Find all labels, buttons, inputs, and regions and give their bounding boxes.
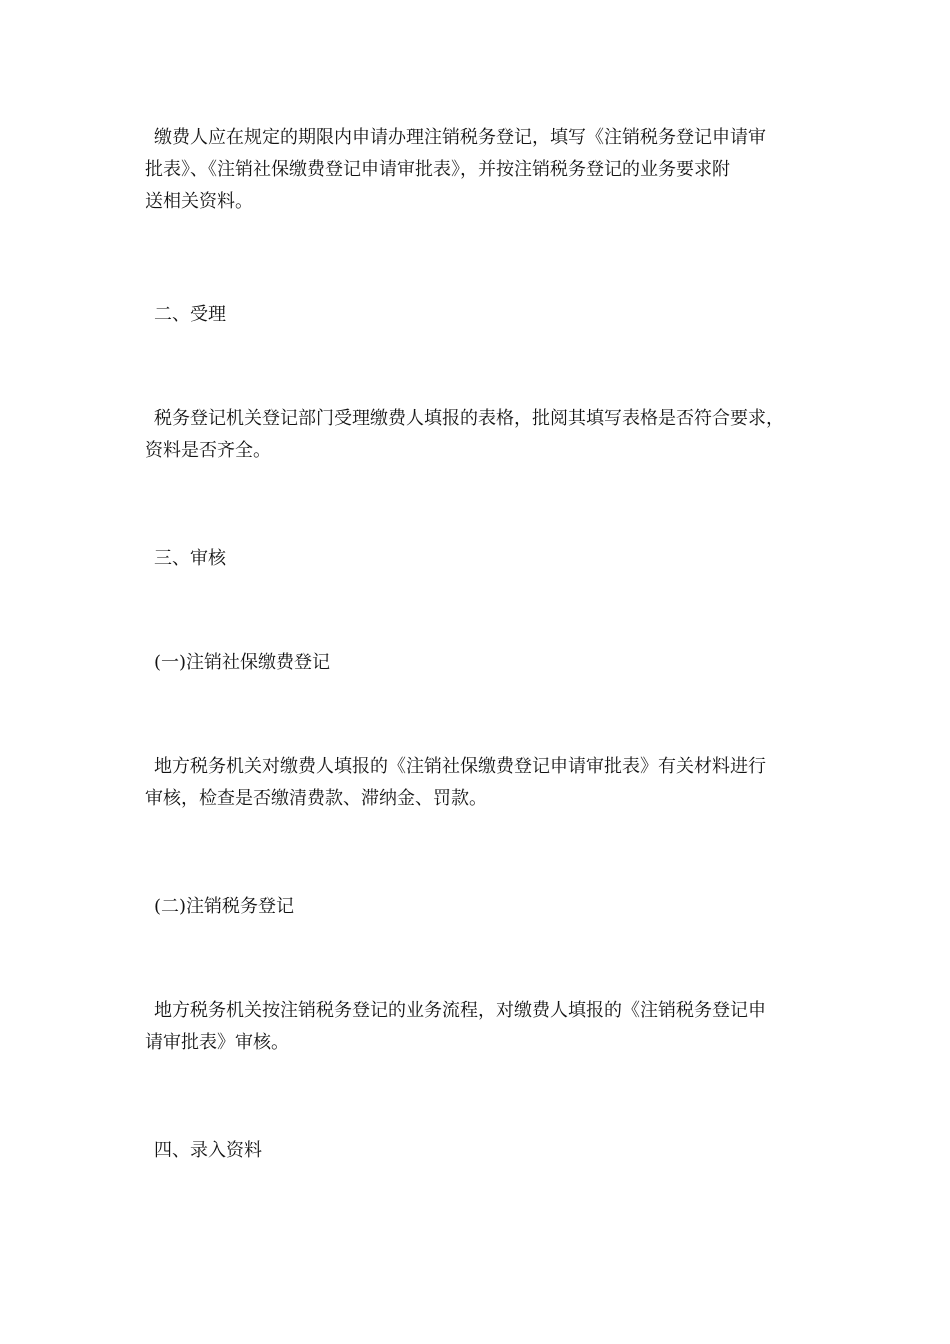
paragraph-acceptance [145,403,825,467]
heading-review [145,543,825,575]
paragraph-social-insurance-review [145,751,825,815]
heading-data-entry [145,1135,825,1167]
subsection-heading: (一)注销社保缴费登记 [154,652,331,673]
text-line: 审核，检查是否缴清费款、滞纳金、罚款。 [145,788,487,809]
section-heading: 三、审核 [154,548,226,569]
text-line: 地方税务机关对缴费人填报的《注销社保缴费登记申请审批表》有关材料进行 [154,756,766,777]
text-line: 资料是否齐全。 [145,440,271,461]
text-line: 税务登记机关登记部门受理缴费人填报的表格，批阅其填写表格是否符合要求， [154,408,784,429]
section-heading: 二、受理 [154,304,226,325]
subheading-social-insurance [145,647,825,679]
text-line: 批表》、《注销社保缴费登记申请审批表》，并按注销税务登记的业务要求附 [145,159,730,180]
text-line: 地方税务机关按注销税务登记的业务流程，对缴费人填报的《注销税务登记申 [154,1000,766,1021]
paragraph-application [145,122,825,218]
text-line: 送相关资料。 [145,191,253,212]
text-line: 缴费人应在规定的期限内申请办理注销税务登记，填写《注销税务登记申请审 [154,127,766,148]
heading-acceptance [145,299,825,331]
text-line: 请审批表》审核。 [145,1032,289,1053]
paragraph-tax-registration-review [145,995,825,1059]
subsection-heading: (二)注销税务登记 [154,896,295,917]
subheading-tax-registration [145,891,825,923]
section-heading: 四、录入资料 [154,1140,262,1161]
